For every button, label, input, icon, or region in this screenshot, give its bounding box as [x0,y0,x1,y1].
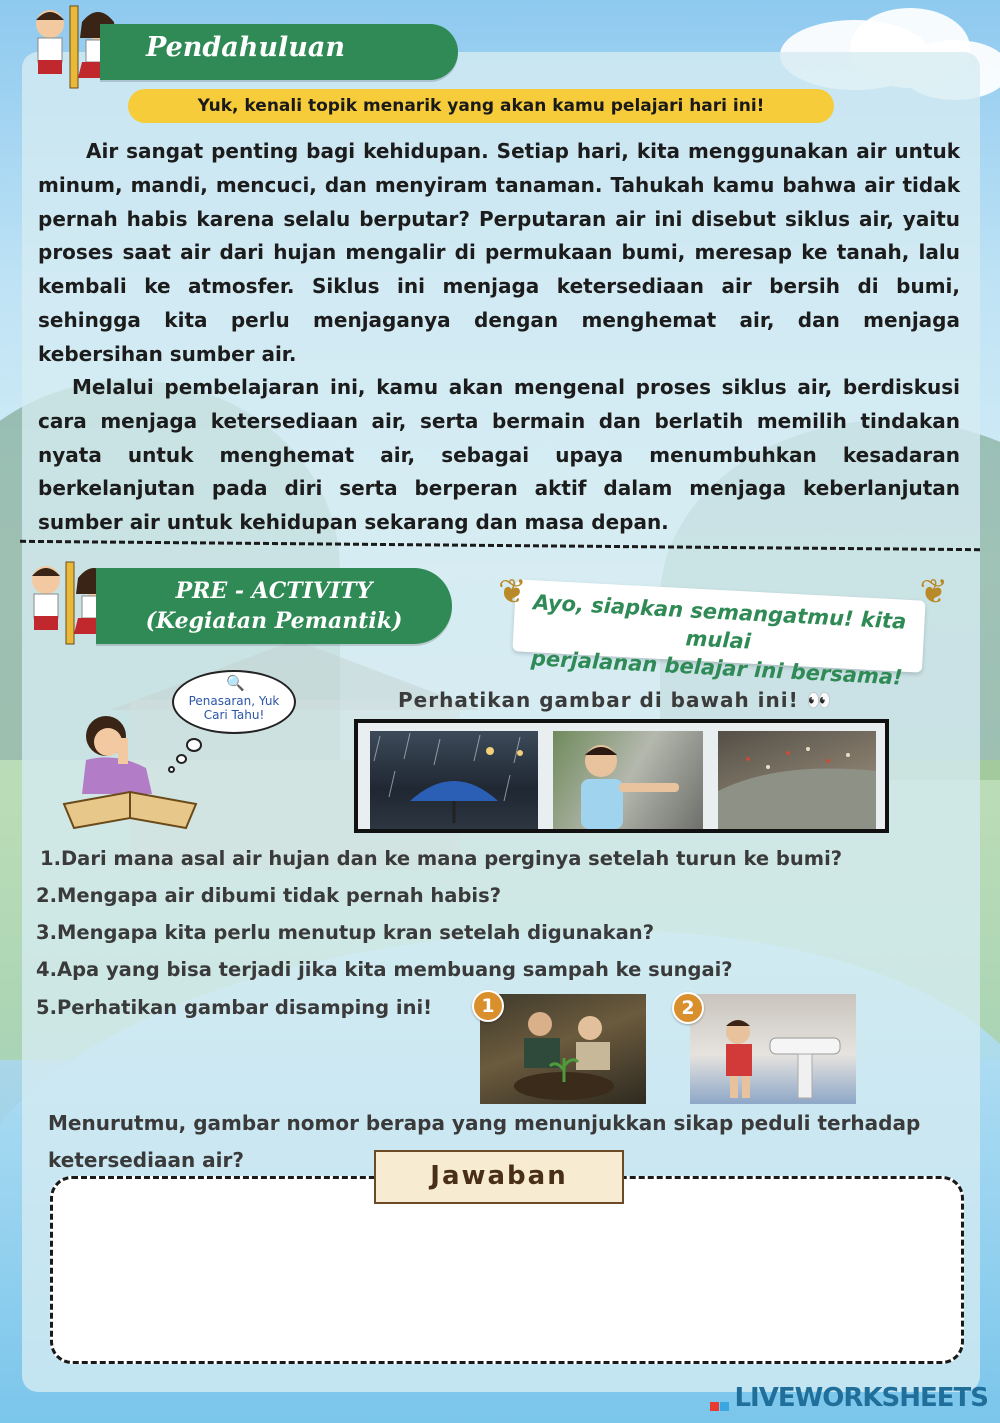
look-instruction: Perhatikan gambar di bawah ini! 👀 [398,688,833,712]
motivation-banner [494,572,950,690]
liveworksheets-icon [710,1389,730,1409]
image-strip [354,719,889,833]
section-title-pre-activity [96,568,452,644]
question-2: 2.Mengapa air dibumi tidak pernah habis? [36,884,502,907]
answer-input[interactable] [50,1176,964,1364]
girl-reading-illustration [56,708,204,840]
question-3: 3.Mengapa kita perlu menutup kran setelah digunakan? [36,921,655,944]
banner-line-1: Ayo, siapkan semangatmu! kita mulai [532,590,907,654]
photo-trash-river [718,731,876,829]
eyes-icon: 👀 [806,688,833,712]
photo-boy-pointing [553,731,703,829]
image-badge-2: 2 [672,992,704,1024]
photo-planting-tree [480,994,646,1104]
question-4: 4.Apa yang bisa terjadi jika kita membuang sampah ke sungai? [36,958,733,981]
thought-line-1: Penasaran, Yuk [188,694,280,708]
question-1: 1.Dari mana asal air hujan dan ke mana perginya setelah turun ke bumi? [40,847,843,870]
liveworksheets-logo: LIVEWORKSHEETS [710,1383,988,1413]
pre-activity-title: PRE - ACTIVITY [175,578,373,604]
photo-boy-sink [690,994,856,1104]
intro-paragraph-2: Melalui pembelajaran ini, kamu akan mengenal proses siklus air, berdiskusi cara menjaga ketersediaan air, serta bermain dan berlatih memilih tindakan nyata untuk menghemat air, sebagai upaya menumbuhkan kesadaran berkelanjutan pada diri serta berperan aktif dalam menjaga keberlanjutan sumber air untuk kehidupan sekarang dan masa depan. [38,375,960,535]
thought-line-2: Cari Tahu! [203,708,265,722]
pre-activity-subtitle: (Kegiatan Pemantik) [145,608,403,634]
section-title-pendahuluan: Pendahuluan [100,24,458,80]
laurel-left-icon: ❦ [498,572,527,612]
laurel-right-icon: ❦ [919,572,948,612]
magnifier-icon: 🔍 [226,674,245,692]
photo-rain-umbrella [370,731,538,829]
image-badge-1: 1 [472,990,504,1022]
followup-question: Menurutmu, gambar nomor berapa yang menunjukkan sikap peduli terhadap ketersediaan air? [48,1111,921,1172]
answer-label: Jawaban [374,1150,624,1204]
intro-paragraph-1: Air sangat penting bagi kehidupan. Setiap hari, kita menggunakan air untuk minum, mandi, mencuci, dan menyiram tanaman. Tahukah kamu bahwa air tidak pernah habis karena selalu berputar? Perputaran air ini disebut siklus air, yaitu proses saat air dari hujan mengalir di permukaan bumi, meresap ke tanah, lalu kembali ke atmosfer. Siklus ini menjaga ketersediaan air bersih di bumi, sehingga kita perlu menjaganya dengan menghemat air, dan menjaga kebersihan sumber air. [38,139,960,366]
question-5: 5.Perhatikan gambar disamping ini! [36,996,433,1019]
banner-line-2: perjalanan belajar ini bersama! [530,646,904,690]
subtitle-banner: Yuk, kenali topik menarik yang akan kamu pelajari hari ini! [128,89,834,123]
